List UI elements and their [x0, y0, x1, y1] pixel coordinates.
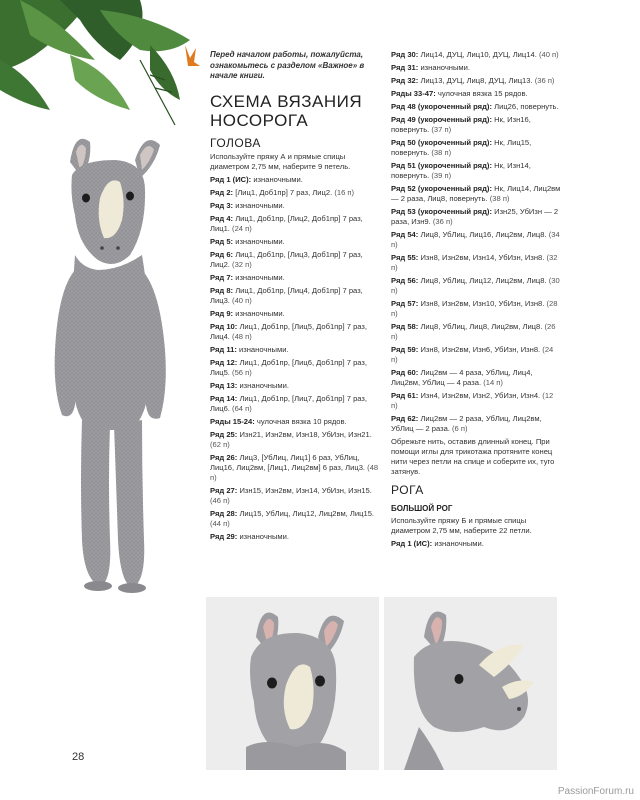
row-text: Лиц8, УбЛиц, Лиц12, Лиц2вм, Лиц8.	[420, 276, 547, 285]
pattern-row	[210, 286, 382, 306]
stitch-count: (16 п)	[334, 187, 355, 197]
row-label: Ряд 62:	[391, 414, 419, 423]
pattern-row	[391, 368, 561, 388]
row-label: Ряд 5:	[210, 236, 234, 246]
row-text: Изн8, Изн2вм, Изн6, УбИзн, Изн8.	[420, 345, 541, 354]
stitch-count: (44 п)	[210, 518, 230, 528]
pattern-row	[210, 358, 382, 378]
pattern-row	[210, 273, 382, 283]
row-text: Лиц1, Доб1пр, [Лиц5, Доб1пр] 7 раз, Лиц4.	[210, 321, 368, 341]
row-text: Изн21, Изн2вм, Изн18, УбИзн, Изн21.	[239, 429, 372, 439]
pattern-title-line2: НОСОРОГА	[210, 110, 309, 130]
pattern-row	[210, 309, 382, 319]
row-label: Ряд 32:	[391, 76, 419, 85]
stitch-count: (26 п)	[391, 322, 556, 341]
head-rows-list-continued	[391, 50, 561, 434]
pattern-row	[391, 322, 561, 342]
stitch-count: (36 п)	[534, 76, 555, 85]
knitted-rhino-illustration	[20, 120, 185, 600]
finish-instructions: Обрежьте нить, оставив длинный конец. При помощи иглы для трикотажа протяните конец нити через петли на спице и соберите их, туго затянув.	[391, 437, 555, 476]
row-label: Ряд 54:	[391, 230, 419, 239]
pattern-row	[391, 299, 561, 319]
row-text: чулочная вязка 15 рядов.	[437, 89, 528, 98]
row-text: Лиц1, Доб1пр, [Лиц3, Доб1пр] 7 раз, Лиц2.	[210, 249, 363, 269]
stitch-count: (12 п)	[391, 391, 554, 410]
rhino-front-photo	[206, 597, 379, 770]
row-text: Изн15, Изн2вм, Изн14, УбИзн, Изн15.	[239, 485, 372, 495]
pattern-row	[210, 214, 382, 234]
stitch-count: (48 п)	[210, 462, 379, 482]
row-label: Ряд 2:	[210, 187, 234, 197]
row-text: изнаночными.	[239, 344, 289, 354]
row-text: изнаночными.	[239, 531, 290, 541]
row-label: Ряд 57:	[391, 299, 419, 308]
pattern-row	[391, 161, 561, 181]
row-text: Лиц3, [УбЛиц, Лиц1] 6 раз, УбЛиц, Лиц16, Лиц2вм, [Лиц1, Лиц2вм] 6 раз, Лиц3.	[210, 452, 366, 472]
row-text: Нк, Изн16, повернуть.	[391, 115, 531, 134]
row-text: Изн4, Изн2вм, Изн2, УбИзн, Изн4.	[420, 391, 541, 400]
stitch-count: (24 п)	[232, 223, 252, 233]
pattern-row	[210, 509, 382, 529]
pattern-row	[391, 230, 561, 250]
head-intro-text: Используйте пряжу А и прямые спицы диаметром 2,75 мм, наберите 9 петель.	[210, 151, 351, 171]
pattern-row	[391, 115, 561, 135]
row-label: Ряд 10:	[210, 321, 238, 331]
row-text: изнаночными.	[235, 200, 285, 210]
row-label: Ряд 29:	[210, 531, 238, 541]
pattern-row	[210, 417, 382, 427]
row-label: Ряды 15-24:	[210, 416, 255, 426]
pattern-row	[391, 50, 561, 60]
row-text: изнаночными.	[235, 308, 285, 318]
row-text: Лиц1, Доб1пр, [Лиц7, Доб1пр] 7 раз, Лиц6.	[210, 393, 368, 413]
row-text: Лиц1, Доб1пр, [Лиц6, Доб1пр] 7 раз, Лиц5.	[210, 357, 368, 377]
pattern-row	[391, 184, 561, 204]
row-text: Нк, Изн14, повернуть.	[391, 161, 531, 180]
row-text: Нк, Лиц15, повернуть.	[391, 138, 532, 157]
row-text: изнаночными.	[434, 539, 484, 548]
stitch-count: (40 п)	[232, 295, 252, 305]
big-horn-intro: Используйте пряжу Б и прямые спицы диаметром 2,75 мм, наберите 22 петли.	[391, 516, 532, 535]
pattern-row	[391, 63, 561, 73]
stitch-count: (62 п)	[210, 439, 230, 449]
stitch-count: (48 п)	[232, 331, 252, 341]
pattern-row	[391, 207, 561, 227]
row-label: Ряд 25:	[210, 429, 238, 439]
big-horn-row	[391, 539, 561, 549]
head-section-heading: ГОЛОВА	[210, 135, 261, 150]
row-label: Ряд 56:	[391, 276, 419, 285]
row-text: изнаночными.	[239, 380, 290, 390]
stitch-count: (37 п)	[431, 125, 452, 134]
row-label: Ряд 30:	[391, 50, 419, 59]
pattern-row	[210, 237, 382, 247]
row-label: Ряд 28:	[210, 508, 238, 518]
row-text: изнаночными.	[253, 174, 303, 184]
pattern-row	[210, 322, 382, 342]
row-label: Ряд 59:	[391, 345, 419, 354]
stitch-count: (64 п)	[232, 403, 252, 413]
pattern-row	[210, 453, 382, 483]
big-horn-heading: БОЛЬШОЙ РОГ	[391, 504, 453, 513]
row-label: Ряд 61:	[391, 391, 419, 400]
pattern-row	[210, 201, 382, 211]
pattern-row	[391, 76, 561, 86]
stitch-count: (34 п)	[391, 230, 560, 249]
row-label: Ряд 6:	[210, 249, 234, 259]
row-label: Ряд 4:	[210, 213, 234, 223]
row-text: Лиц8, УбЛиц, Лиц8, Лиц2вм, Лиц8.	[420, 322, 543, 331]
page-number: 28	[72, 751, 85, 763]
row-text: Лиц26, повернуть.	[494, 102, 559, 111]
row-text: Лиц1, Доб1пр, [Лиц4, Доб1пр] 7 раз, Лиц3.	[210, 285, 363, 305]
pattern-row	[210, 175, 382, 185]
row-text: Лиц15, УбЛиц, Лиц12, Лиц2вм, Лиц15.	[239, 508, 375, 518]
tropical-leaves-decoration	[0, 0, 200, 125]
site-watermark: PassionForum.ru	[557, 786, 634, 797]
stitch-count: (39 п)	[431, 171, 452, 180]
row-label: Ряд 58:	[391, 322, 419, 331]
head-rows-list	[210, 175, 382, 542]
row-label: Ряд 50 (укороченный ряд):	[391, 138, 492, 147]
pattern-row	[210, 250, 382, 270]
pattern-row	[210, 486, 382, 506]
row-label: Ряд 14:	[210, 393, 238, 403]
pattern-row	[210, 188, 382, 198]
row-text: Лиц13, ДУЦ, Лиц8, ДУЦ, Лиц13.	[420, 76, 533, 85]
pattern-row	[391, 391, 561, 411]
row-label: Ряд 9:	[210, 308, 234, 318]
row-label: Ряд 51 (укороченный ряд):	[391, 161, 492, 170]
row-label: Ряд 26:	[210, 452, 238, 462]
stitch-count: (32 п)	[232, 259, 252, 269]
row-label: Ряд 31:	[391, 63, 419, 72]
pattern-row	[391, 253, 561, 273]
row-text: [Лиц1, Доб1пр] 7 раз, Лиц2.	[235, 187, 333, 197]
stitch-count: (38 п)	[489, 194, 510, 203]
row-label: Ряд 60:	[391, 368, 419, 377]
row-label: Ряд 1 (ИС):	[210, 174, 252, 184]
row-text: Лиц2вм — 2 раза, УбЛиц, Лиц2вм, УбЛиц — 2 раза.	[391, 414, 542, 433]
rhino-front-image	[206, 597, 379, 770]
row-text: изнаночными.	[420, 63, 471, 72]
stitch-count: (6 п)	[452, 424, 468, 433]
stitch-count: (32 п)	[391, 253, 558, 272]
rhino-side-image	[384, 597, 557, 770]
pattern-row	[210, 345, 382, 355]
row-label: Ряд 12:	[210, 357, 238, 367]
row-text: Изн25, УбИзн — 2 раза, Изн9.	[391, 207, 559, 226]
row-label: Ряд 53 (укороченный ряд):	[391, 207, 492, 216]
row-label: Ряды 33-47:	[391, 89, 436, 98]
row-label: Ряд 13:	[210, 380, 238, 390]
row-text: Лиц1, Доб1пр, [Лиц2, Доб1пр] 7 раз, Лиц1.	[210, 213, 363, 233]
pattern-row	[391, 102, 561, 112]
pattern-column-right	[391, 50, 561, 552]
stitch-count: (56 п)	[232, 367, 252, 377]
row-text: Нк, Лиц14, Лиц2вм — 2 раза, Лиц8, повернуть.	[391, 184, 561, 203]
row-text: Изн8, Изн2вм, Изн14, УбИзн, Изн8.	[420, 253, 545, 262]
row-label: Ряд 7:	[210, 272, 234, 282]
stitch-count: (38 п)	[431, 148, 452, 157]
intro-note: Перед началом работы, пожалуйста, ознакомьтесь с разделом «Важное» в начале книги.	[210, 50, 365, 80]
row-text: Изн8, Изн2вм, Изн10, УбИзн, Изн8.	[420, 299, 545, 308]
rhino-side-photo	[384, 597, 557, 770]
row-label: Ряд 27:	[210, 485, 238, 495]
row-text: изнаночными.	[235, 236, 285, 246]
pattern-row	[391, 276, 561, 296]
pattern-row	[391, 138, 561, 158]
row-text: чулочная вязка 10 рядов.	[256, 416, 347, 426]
row-text: Лиц8, УбЛиц, Лиц16, Лиц2вм, Лиц8.	[420, 230, 547, 239]
stitch-count: (30 п)	[391, 276, 560, 295]
row-label: Ряд 1 (ИС):	[391, 539, 433, 548]
row-label: Ряд 55:	[391, 253, 419, 262]
horns-section-heading: РОГА	[391, 483, 424, 497]
row-label: Ряд 49 (укороченный ряд):	[391, 115, 492, 124]
row-label: Ряд 8:	[210, 285, 234, 295]
pattern-column-left	[210, 50, 382, 545]
pattern-row	[210, 381, 382, 391]
pattern-row	[391, 414, 561, 434]
stitch-count: (36 п)	[432, 217, 453, 226]
stitch-count: (14 п)	[483, 378, 503, 387]
stitch-count: (28 п)	[391, 299, 558, 318]
pattern-row	[210, 394, 382, 414]
pattern-title-line1: СХЕМА ВЯЗАНИЯ	[210, 91, 363, 111]
row-label: Ряд 48 (укороченный ряд):	[391, 102, 492, 111]
row-text: изнаночными.	[235, 272, 285, 282]
pattern-row	[210, 430, 382, 450]
stitch-count: (40 п)	[538, 50, 559, 59]
stitch-count: (24 п)	[391, 345, 554, 364]
row-label: Ряд 3:	[210, 200, 234, 210]
row-text: Лиц2вм — 4 раза, УбЛиц, Лиц4, Лиц2вм, УбЛиц — 4 раза.	[391, 368, 533, 387]
pattern-row	[391, 345, 561, 365]
row-label: Ряд 11:	[210, 344, 237, 354]
pattern-row	[210, 532, 382, 542]
stitch-count: (46 п)	[210, 495, 230, 505]
row-label: Ряд 52 (укороченный ряд):	[391, 184, 492, 193]
row-text: Лиц14, ДУЦ, Лиц10, ДУЦ, Лиц14.	[420, 50, 537, 59]
pattern-row	[391, 89, 561, 99]
